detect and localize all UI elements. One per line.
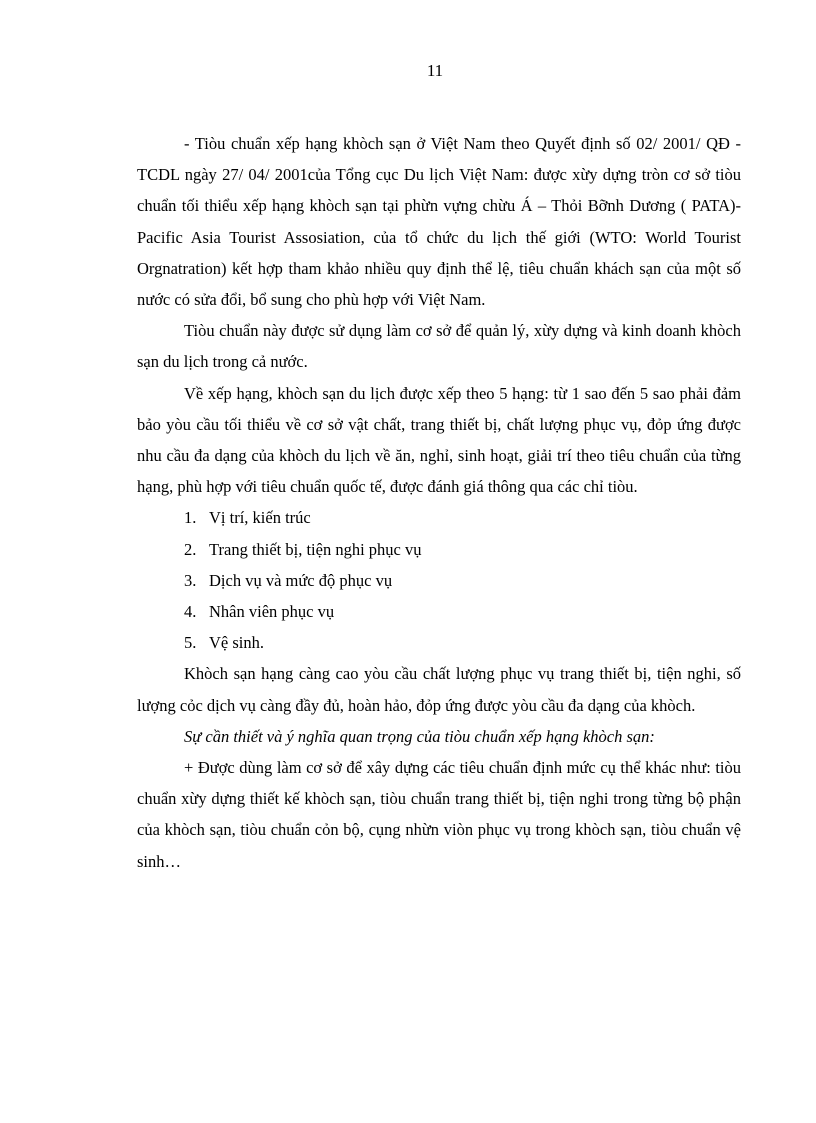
document-body [137,128,741,877]
list-item [137,502,741,533]
paragraph-higher-class-requirements: Khòch sạn hạng càng cao yòu cầu chất lượng phục vụ trang thiết bị, tiện nghi, số lượng cỏc dịch vụ càng đầy đủ, hoàn hảo, đỏp ứng được yòu cầu đa dạng của khòch. [137,664,741,715]
list-item-text: Vệ sinh. [209,633,264,653]
paragraph-italic-heading: Sự cần thiết và ý nghĩa quan trọng của tiòu chuẩn xếp hạng khòch sạn: [184,726,655,746]
list-item [137,565,741,596]
list-item [137,596,741,627]
list-item-number: 4. [184,602,197,622]
paragraph-standard-usage: Tiòu chuẩn này được sử dụng làm cơ sở để quản lý, xừy dựng và kinh doanh khòch sạn du lịch trong cả nước. [137,321,741,372]
list-item [137,534,741,565]
list-item-text: Dịch vụ và mức độ phục vụ [209,570,393,590]
list-item-number: 5. [184,633,197,653]
list-item-number: 3. [184,570,197,590]
paragraph-hotel-standards-intro: - Tiòu chuẩn xếp hạng khòch sạn ở Việt Nam theo Quyết định số 02/ 2001/ QĐ - TCDL ngày 27/ 04/ 2001của Tổng cục Du lịch Việt Nam: được xừy dựng tròn cơ sở tiòu chuẩn tối thiểu xếp hạng khòch sạn tại phừn vựng chừu Á – Thỏi Bỡnh Dương ( PATA)- Pacific Asia Tourist Assosiation, của tổ chức du lịch thế giới (WTO: World Tourist Orgnatration) kết hợp tham khảo nhiều quy định thể lệ, tiêu chuẩn khách sạn của một số nước có sửa đổi, bổ sung cho phù hợp với Việt Nam. [137,134,741,310]
paragraph-standard-purpose: + Được dùng làm cơ sở để xây dựng các tiêu chuẩn định mức cụ thể khác như: tiòu chuẩn xừy dựng thiết kế khòch sạn, tiòu chuẩn trang thiết bị, tiện nghi trong từng bộ phận của khòch sạn, tiòu chuẩn cỏn bộ, cụng nhừn viòn phục vụ trong khòch sạn, tiòu chuẩn vệ sinh… [137,758,741,871]
list-item-text: Trang thiết bị, tiện nghi phục vụ [209,539,422,559]
page-number: 11 [426,61,444,80]
list-item-text: Vị trí, kiến trúc [209,508,311,528]
list-item-number: 1. [184,508,197,528]
criteria-list [137,502,741,658]
paragraph-star-classification: Về xếp hạng, khòch sạn du lịch được xếp theo 5 hạng: từ 1 sao đến 5 sao phải đảm bảo yòu cầu tối thiểu về cơ sở vật chất, trang thiết bị, chất lượng phục vụ, đỏp ứng được nhu cầu đa dạng của khòch du lịch về ăn, nghỉ, sinh hoạt, giải trí theo tiêu chuẩn của từng hạng, phù hợp với tiêu chuẩn quốc tế, được đánh giá thông qua các chỉ tiòu. [137,383,741,497]
list-item-number: 2. [184,539,197,559]
list-item-text: Nhân viên phục vụ [209,602,335,622]
list-item [137,627,741,658]
